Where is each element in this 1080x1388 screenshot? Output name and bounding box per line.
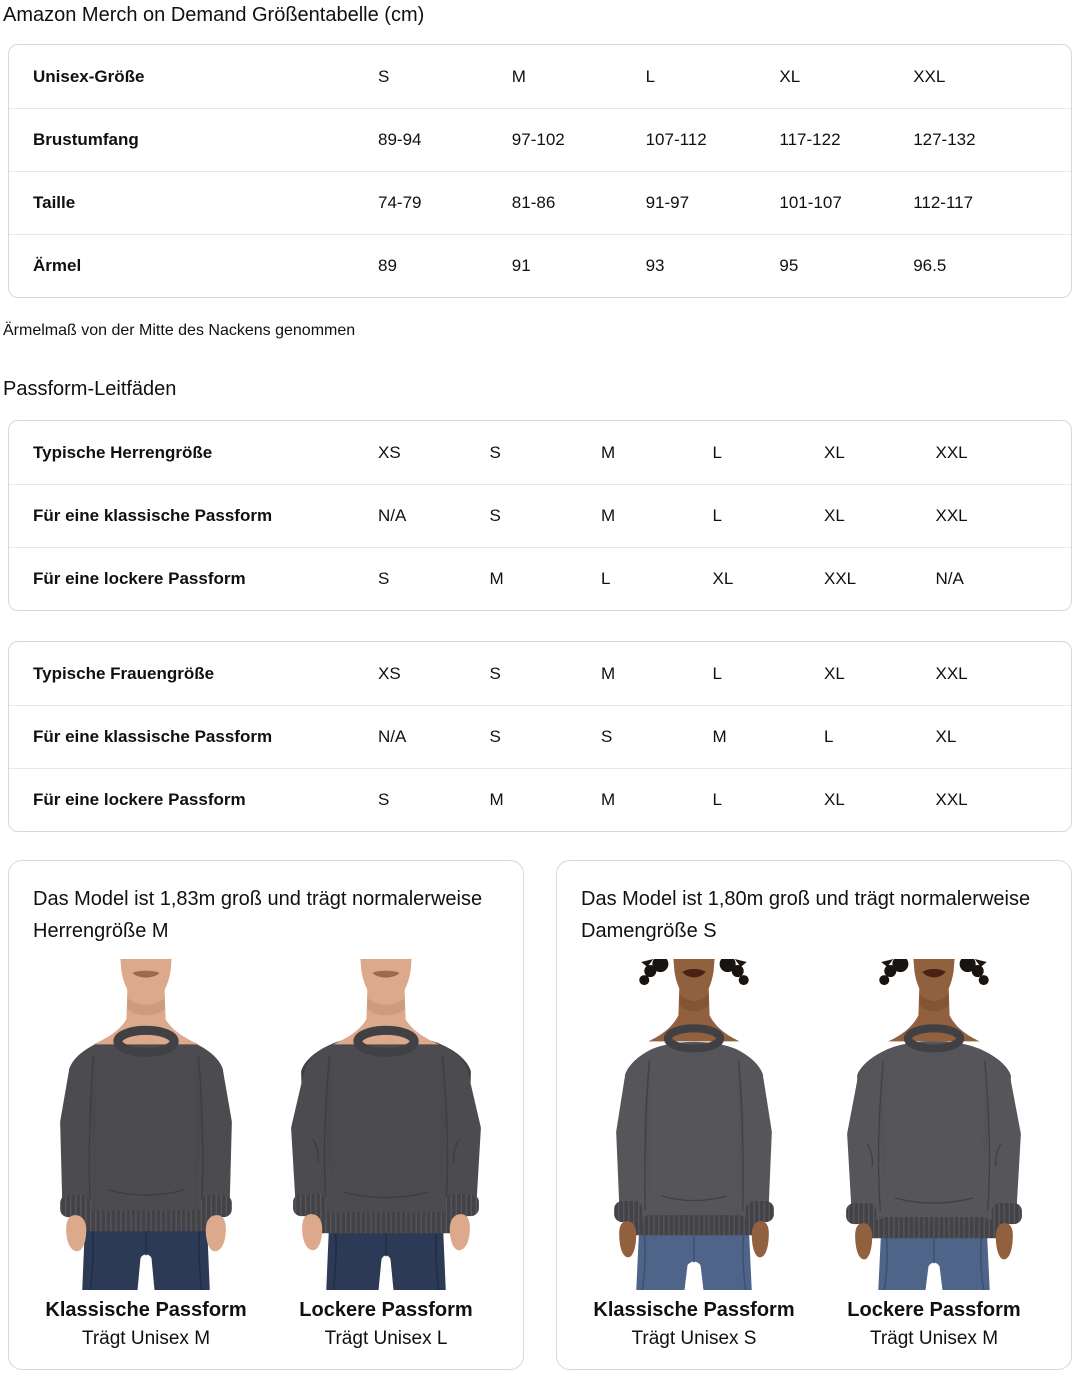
size-cell: M: [601, 663, 616, 683]
size-cell: L: [712, 790, 722, 809]
row-label: Für eine lockere Passform: [33, 790, 246, 809]
size-cell: N/A: [378, 727, 407, 746]
size-cell: M: [489, 569, 504, 588]
size-cell: M: [489, 790, 504, 809]
female-loose-fit-photo: [821, 959, 1047, 1351]
table-row: [9, 234, 1071, 297]
size-cell: 127-132: [913, 130, 976, 149]
size-cell: S: [378, 790, 390, 809]
size-cell: L: [824, 727, 834, 746]
table-row: [9, 547, 1071, 610]
size-cell: N/A: [378, 506, 407, 525]
size-cell: M: [712, 727, 727, 746]
row-label: Taille: [33, 193, 76, 212]
size-cell: 112-117: [913, 193, 974, 212]
unisex-size-table: [8, 44, 1072, 298]
size-cell: 89: [378, 256, 397, 275]
worn-size-label: Trägt Unisex M: [81, 1328, 211, 1350]
size-cell: S: [601, 727, 613, 746]
size-cell: 96.5: [913, 256, 947, 275]
female-model-heading: Das Model ist 1,80m groß und trägt normalerweise Damengröße S: [581, 888, 1031, 942]
size-cell: XL: [935, 727, 957, 746]
female-model-card: [556, 860, 1072, 1370]
size-cell: M: [601, 506, 616, 525]
size-cell: L: [645, 66, 656, 86]
size-cell: 93: [645, 256, 665, 275]
size-cell: N/A: [935, 569, 964, 588]
size-cell: 81-86: [511, 193, 556, 212]
sleeve-measure-note: Ärmelmaß von der Mitte des Nackens genommen: [3, 322, 356, 339]
mens-fit-table: [8, 420, 1072, 611]
size-cell: 91: [511, 256, 531, 275]
fit-type-label: Lockere Passform: [299, 1299, 473, 1322]
size-cell: XXL: [824, 569, 857, 588]
size-cell: S: [489, 506, 501, 525]
size-cell: L: [712, 506, 722, 525]
size-cell: XXL: [935, 442, 968, 462]
worn-size-label: Trägt Unisex S: [631, 1328, 757, 1350]
table-row: [9, 642, 1071, 705]
size-cell: L: [712, 663, 722, 683]
fit-type-label: Lockere Passform: [847, 1299, 1021, 1322]
male-loose-model-image: [273, 959, 499, 1290]
male-loose-fit-photo: [273, 959, 499, 1351]
table-row: [9, 45, 1071, 108]
fit-guides-heading: Passform-Leitfäden: [3, 378, 177, 400]
row-label: Für eine klassische Passform: [33, 506, 273, 525]
size-cell: 91-97: [645, 193, 690, 212]
size-cell: S: [489, 442, 501, 462]
row-label: Brustumfang: [33, 130, 139, 149]
row-label: Für eine klassische Passform: [33, 727, 273, 746]
male-model-card: [8, 860, 524, 1370]
size-cell: 107-112: [645, 130, 707, 149]
table-row: [9, 108, 1071, 171]
size-cell: XL: [712, 569, 734, 588]
table-row: [9, 171, 1071, 234]
size-cell: XL: [824, 442, 845, 462]
size-cell: L: [712, 442, 722, 462]
page-title: Amazon Merch on Demand Größentabelle (cm): [3, 4, 425, 26]
fit-type-label: Klassische Passform: [593, 1299, 795, 1322]
row-label: Unisex-Größe: [33, 66, 145, 86]
size-cell: 89-94: [378, 130, 422, 149]
model-cards: [8, 860, 1072, 1370]
size-cell: S: [378, 66, 390, 86]
size-cell: M: [601, 442, 616, 462]
male-model-heading: Das Model ist 1,83m groß und trägt normalerweise Herrengröße M: [33, 888, 483, 942]
size-cell: 95: [779, 256, 799, 275]
size-cell: XL: [779, 66, 801, 86]
row-label: Typische Frauengröße: [33, 663, 215, 683]
size-cell: XXL: [913, 66, 946, 86]
size-cell: XXL: [935, 663, 968, 683]
worn-size-label: Trägt Unisex L: [324, 1328, 448, 1350]
female-loose-model-image: [821, 959, 1047, 1290]
size-cell: S: [378, 569, 390, 588]
size-cell: XXL: [935, 790, 968, 809]
female-classic-fit-photo: [581, 959, 807, 1351]
size-cell: XS: [378, 442, 401, 462]
size-cell: XL: [824, 663, 845, 683]
size-cell: XXL: [935, 506, 968, 525]
size-cell: M: [511, 66, 526, 86]
male-classic-fit-photo: [33, 959, 259, 1351]
size-cell: XS: [378, 663, 401, 683]
table-row: [9, 484, 1071, 547]
row-label: Ärmel: [33, 256, 82, 275]
fit-type-label: Klassische Passform: [45, 1299, 247, 1322]
size-cell: 97-102: [511, 130, 565, 149]
row-label: Für eine lockere Passform: [33, 569, 246, 588]
size-cell: S: [489, 663, 501, 683]
size-cell: 101-107: [779, 193, 842, 212]
size-cell: L: [601, 569, 611, 588]
size-cell: M: [601, 790, 616, 809]
size-cell: 74-79: [378, 193, 422, 212]
size-cell: XL: [824, 506, 845, 525]
table-row: [9, 705, 1071, 768]
size-cell: XL: [824, 790, 845, 809]
size-cell: S: [489, 727, 501, 746]
male-classic-model-image: [33, 959, 259, 1290]
size-cell: 117-122: [779, 130, 841, 149]
womens-fit-table: [8, 641, 1072, 832]
row-label: Typische Herrengröße: [33, 442, 213, 462]
female-classic-model-image: [581, 959, 807, 1290]
table-row: [9, 421, 1071, 484]
table-row: [9, 768, 1071, 831]
worn-size-label: Trägt Unisex M: [869, 1328, 999, 1350]
